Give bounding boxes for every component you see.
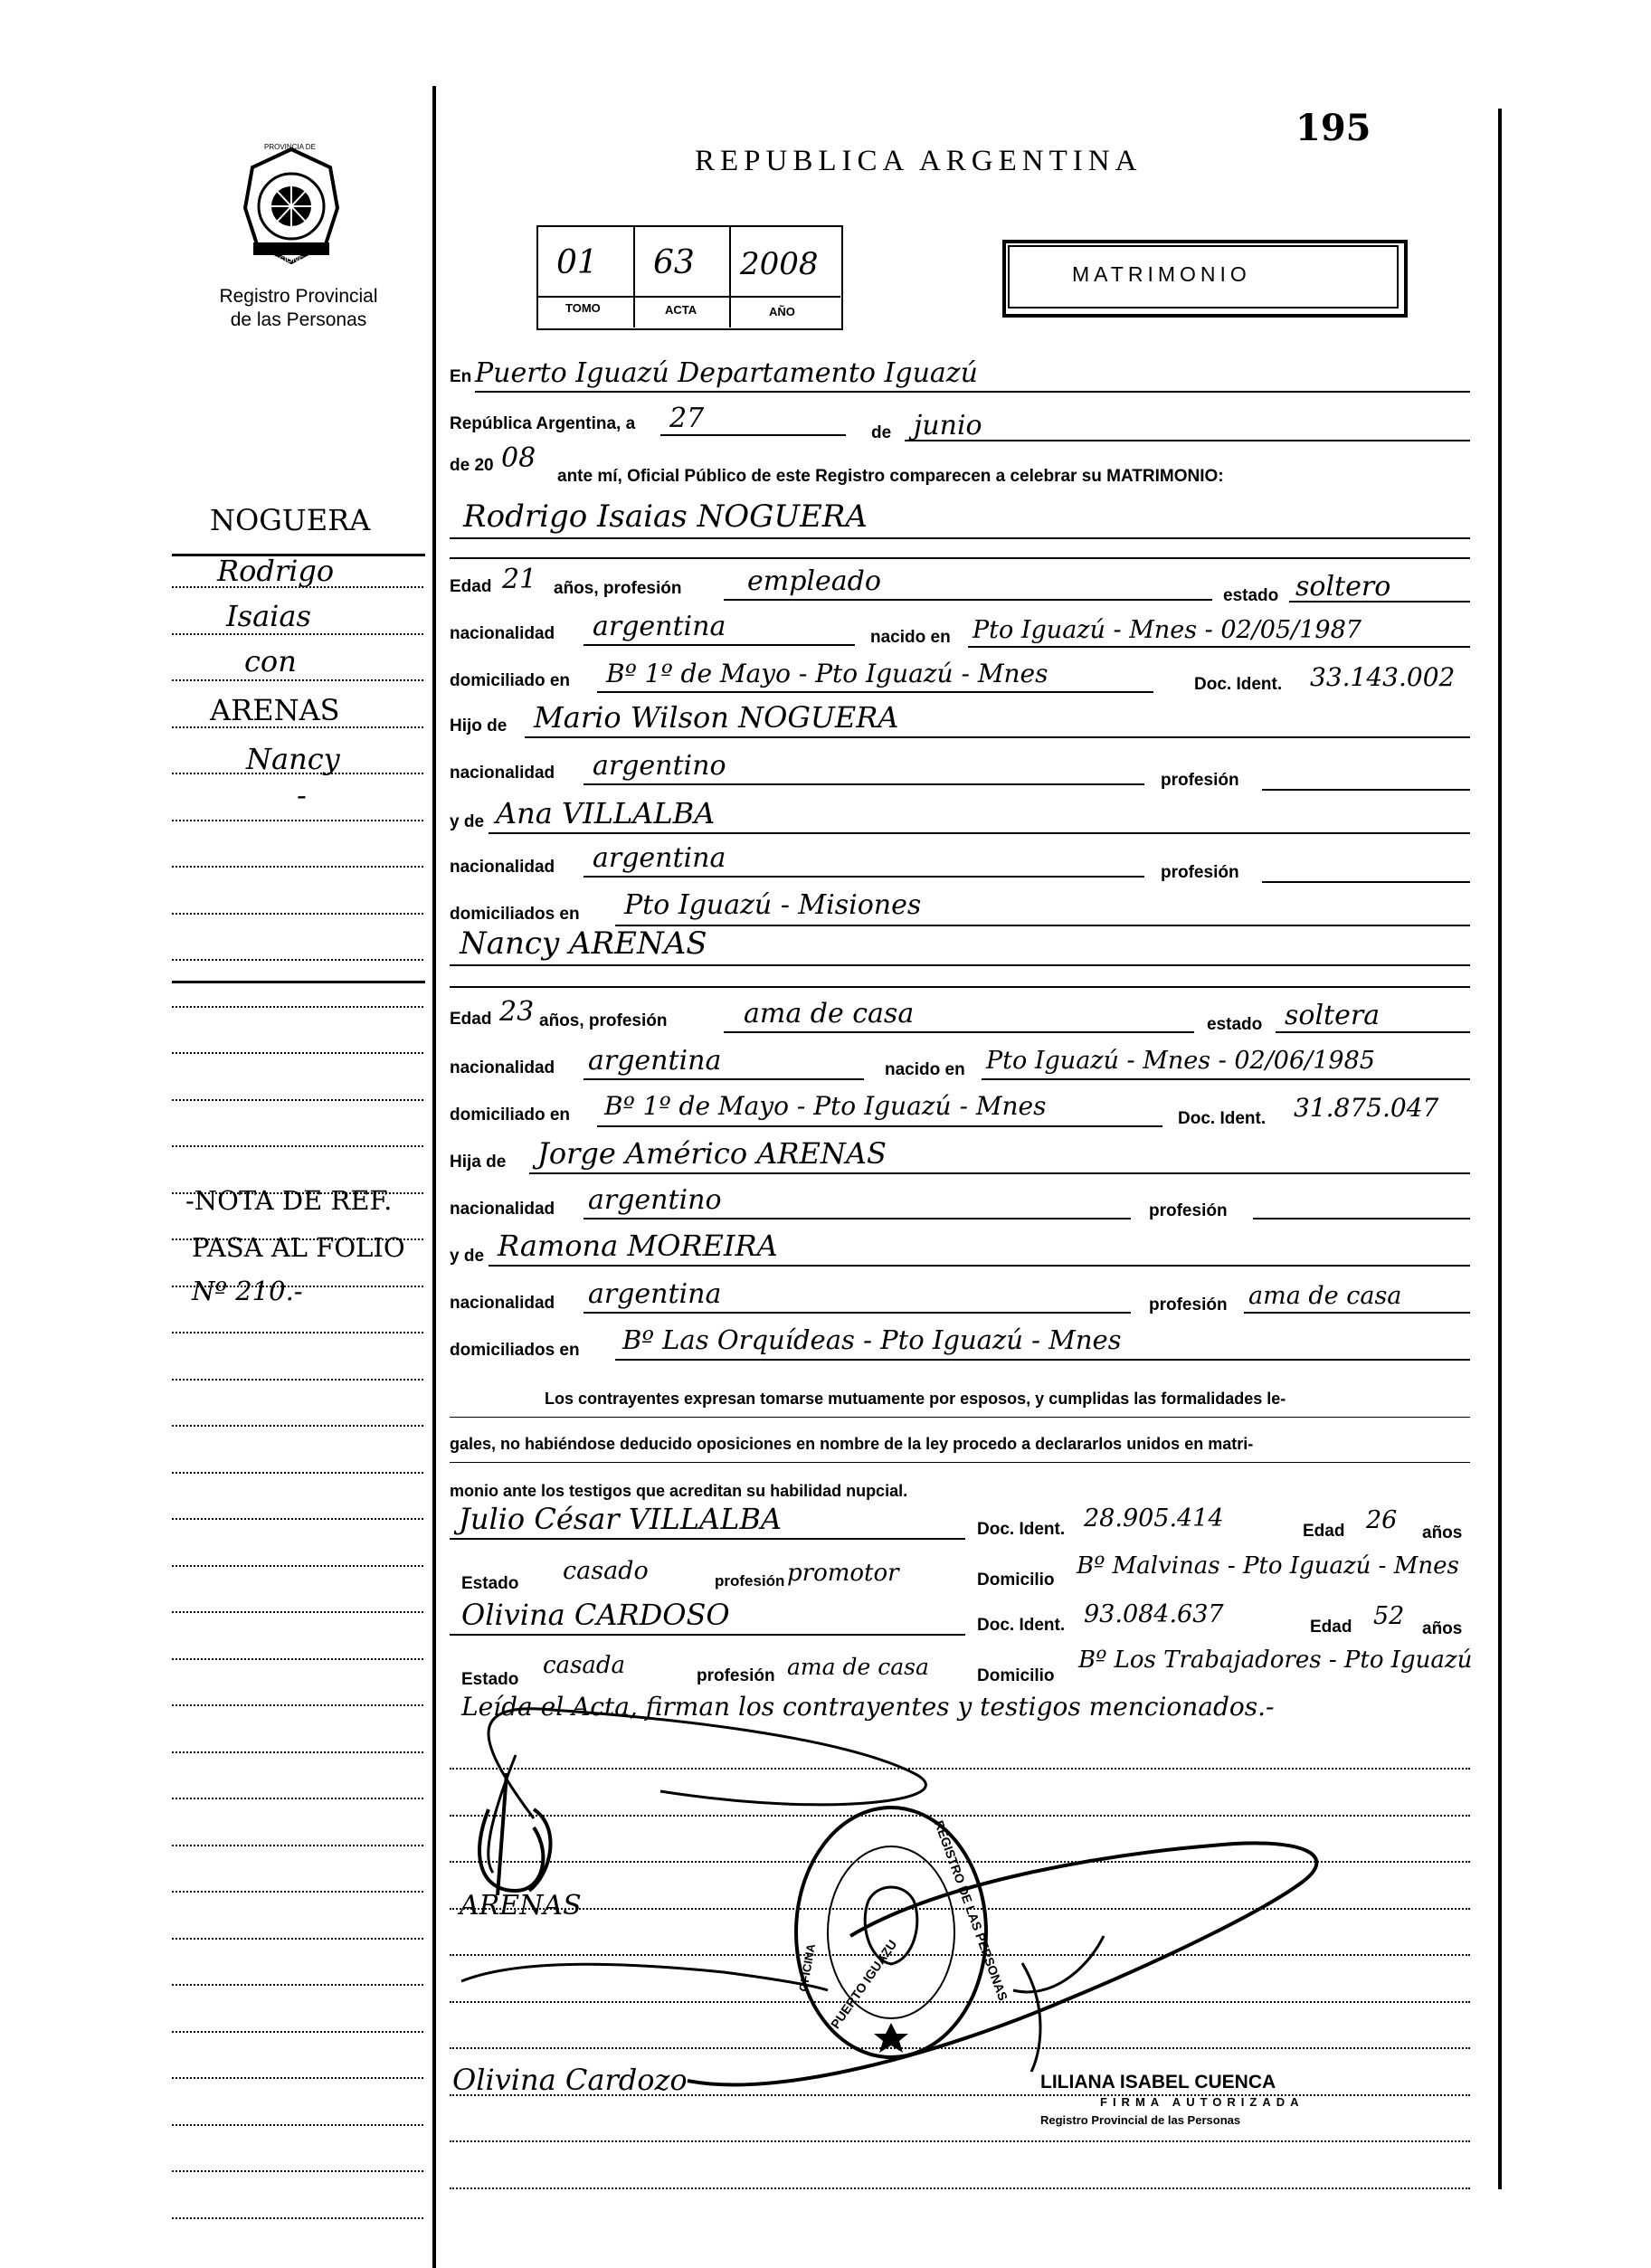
witness1-doc-label: Doc. Ident. xyxy=(977,1520,1066,1539)
bride-nationality: argentina xyxy=(588,1045,722,1077)
official-title: FIRMA AUTORIZADA xyxy=(1100,2095,1305,2109)
seal-text-bottom: MISIONES xyxy=(270,255,310,264)
groom-nationality: argentina xyxy=(593,611,726,642)
ruled-line xyxy=(172,1518,423,1520)
year-suffix: 08 xyxy=(501,442,536,474)
witness2-address: Bº Los Trabajadores - Pto Iguazú xyxy=(1078,1646,1473,1674)
bride-mother-nac: argentina xyxy=(588,1278,722,1310)
groom-age: 21 xyxy=(502,564,537,595)
groom-nac-label: nacionalidad xyxy=(450,624,555,643)
bride-doc-label: Doc. Ident. xyxy=(1178,1109,1267,1128)
bride-mother: Ramona MOREIRA xyxy=(498,1229,778,1263)
ruled-line xyxy=(172,2077,423,2079)
ruled-line xyxy=(172,1611,423,1613)
groom-anos-label: años, profesión xyxy=(554,579,682,598)
acta-value: 63 xyxy=(653,244,695,281)
ruled-line xyxy=(172,1472,423,1474)
witness2-name: Olivina CARDOSO xyxy=(461,1598,730,1632)
groom-estado-label: estado xyxy=(1223,586,1279,605)
bride-parents-address: Bº Las Orquídeas - Pto Iguazú - Mnes xyxy=(622,1324,1122,1355)
ruled-line xyxy=(172,913,423,915)
witness1-profession: promotor xyxy=(787,1560,899,1587)
ruled-line xyxy=(172,1145,423,1147)
witness2-prof-label: profesión xyxy=(697,1666,775,1685)
declaration-line2: gales, no habiéndose deducido oposiciones en nombre de la ley procedo a declararlos unidos en matri- xyxy=(450,1435,1254,1453)
groom-child-label: Hijo de xyxy=(450,716,508,735)
bride-father-nac: argentino xyxy=(588,1184,722,1216)
margin-line-1: NOGUERA xyxy=(210,503,371,537)
folio-number: 195 xyxy=(1295,107,1371,149)
comparecen-text: ante mí, Oficial Público de este Registro comparecen a celebrar su MATRIMONIO: xyxy=(557,467,1224,486)
witness2-doc-label: Doc. Ident. xyxy=(977,1616,1066,1635)
anio-label: AÑO xyxy=(769,305,795,318)
groom-yde-label: y de xyxy=(450,812,485,831)
de-label: de xyxy=(871,423,892,442)
bride-nac-label: nacionalidad xyxy=(450,1058,555,1077)
bride-signature-icon xyxy=(452,1755,579,1900)
official-name: LILIANA ISABEL CUENCA xyxy=(1040,2072,1276,2092)
bride-child-label: Hija de xyxy=(450,1153,507,1172)
ruled-line xyxy=(172,1052,423,1054)
margin-note-2: PASA AL FOLIO xyxy=(192,1232,405,1263)
ruled-line xyxy=(172,633,423,635)
ruled-line xyxy=(450,2187,1470,2189)
registry-name-line1: Registro Provincial xyxy=(219,286,378,307)
bride-estado-label: estado xyxy=(1207,1015,1263,1034)
bride-age: 23 xyxy=(499,996,535,1028)
margin-signature-arenas: ARENAS xyxy=(460,1890,582,1922)
right-border xyxy=(1498,109,1502,2189)
ruled-line xyxy=(172,1704,423,1706)
witness1-edad-label: Edad xyxy=(1303,1522,1345,1541)
month-value: junio xyxy=(914,410,982,441)
stamp-text-bottom: PUERTO IGUAZU xyxy=(828,1937,900,2032)
groom-mother-nac: argentina xyxy=(593,842,726,874)
witness2-status: casada xyxy=(543,1652,626,1679)
margin-signature-olivina: Olivina Cardozo xyxy=(452,2063,688,2097)
ruled-line xyxy=(172,866,423,868)
groom-father-prof-label: profesión xyxy=(1161,771,1239,790)
witness2-estado-label: Estado xyxy=(461,1670,519,1689)
tomo-value: 01 xyxy=(556,244,598,281)
witness2-anos-label: años xyxy=(1422,1619,1463,1638)
bride-dom-label: domiciliado en xyxy=(450,1106,571,1125)
bride-yde-label: y de xyxy=(450,1247,485,1266)
ruled-line xyxy=(172,1798,423,1799)
groom-birth: Pto Iguazú - Mnes - 02/05/1987 xyxy=(973,616,1362,644)
ruled-line xyxy=(172,1379,423,1381)
margin-note-1: -NOTA DE REF. xyxy=(185,1185,393,1216)
groom-father-nac: argentino xyxy=(593,750,726,782)
day-value: 27 xyxy=(669,403,705,434)
groom-doc-label: Doc. Ident. xyxy=(1194,675,1283,694)
ruled-line xyxy=(172,1099,423,1101)
en-label: En xyxy=(450,367,472,386)
bride-birth: Pto Iguazú - Mnes - 02/06/1985 xyxy=(986,1047,1375,1075)
year-prefix: de 20 xyxy=(450,456,494,475)
ruled-line xyxy=(172,679,423,681)
bride-civil-status: soltera xyxy=(1285,1000,1381,1031)
groom-edad-label: Edad xyxy=(450,577,492,596)
bride-nacido-label: nacido en xyxy=(885,1060,965,1079)
margin-line-2: Rodrigo xyxy=(217,554,335,588)
ruled-line xyxy=(172,1845,423,1846)
margin-line-3: Isaias xyxy=(226,599,311,633)
margin-divider xyxy=(432,86,436,2268)
margin-line-4: con xyxy=(244,644,297,679)
bride-father-prof-label: profesión xyxy=(1149,1201,1228,1220)
tomo-label: TOMO xyxy=(565,301,601,315)
ruled-line xyxy=(172,2170,423,2172)
groom-profession: empleado xyxy=(747,565,881,597)
ruled-line xyxy=(172,1425,423,1427)
ruled-line xyxy=(172,1332,423,1333)
witness2-doc-id: 93.084.637 xyxy=(1084,1600,1224,1628)
registry-name-line2: de las Personas xyxy=(230,309,367,330)
groom-civil-status: soltero xyxy=(1295,571,1391,603)
witness1-doc-id: 28.905.414 xyxy=(1084,1504,1224,1533)
bride-doc-id: 31.875.047 xyxy=(1294,1093,1439,1123)
groom-doc-id: 33.143.002 xyxy=(1310,662,1456,692)
groom-father: Mario Wilson NOGUERA xyxy=(534,700,899,735)
ruled-line xyxy=(172,1006,423,1008)
ruled-line xyxy=(172,1565,423,1567)
witness1-age: 26 xyxy=(1366,1506,1398,1534)
groom-mother-prof-label: profesión xyxy=(1161,863,1239,882)
ruled-line xyxy=(172,1891,423,1893)
acta-label: ACTA xyxy=(665,303,697,317)
groom-address: Bº 1º de Mayo - Pto Iguazú - Mnes xyxy=(606,659,1048,688)
groom-mother-nac-label: nacionalidad xyxy=(450,858,555,877)
ruled-line xyxy=(172,959,423,961)
declaration-line3: monio ante los testigos que acreditan su habilidad nupcial. xyxy=(450,1482,908,1500)
ruled-line xyxy=(172,820,423,821)
stamp-text-left: OFICINA xyxy=(796,1942,819,1993)
ruled-line xyxy=(172,1938,423,1940)
witness1-status: casado xyxy=(563,1557,649,1585)
witness1-address: Bº Malvinas - Pto Iguazú - Mnes xyxy=(1077,1552,1459,1580)
country-title: REPUBLICA ARGENTINA xyxy=(695,145,1143,177)
groom-nacido-label: nacido en xyxy=(870,628,951,647)
ruled-line xyxy=(172,1658,423,1660)
ruled-line xyxy=(172,1984,423,1986)
bride-parents-dom-label: domiciliados en xyxy=(450,1341,580,1360)
bride-mother-nac-label: nacionalidad xyxy=(450,1294,555,1313)
bride-anos-label: años, profesión xyxy=(539,1011,668,1030)
place-value: Puerto Iguazú Departamento Iguazú xyxy=(475,357,978,389)
groom-parents-address: Pto Iguazú - Misiones xyxy=(624,889,922,921)
stamp-text-top: REGISTRO DE LAS PERSONAS xyxy=(931,1818,1011,2003)
witness2-edad-label: Edad xyxy=(1310,1618,1352,1637)
bride-full-name: Nancy ARENAS xyxy=(460,925,707,962)
margin-note-3: Nº 210.- xyxy=(192,1276,303,1306)
margin-line-7: - xyxy=(297,778,307,812)
groom-full-name: Rodrigo Isaias NOGUERA xyxy=(463,498,868,535)
margin-line-6: Nancy xyxy=(246,742,340,776)
bride-mother-prof-label: profesión xyxy=(1149,1295,1228,1314)
bride-father-nac-label: nacionalidad xyxy=(450,1200,555,1219)
ruled-line xyxy=(450,2140,1470,2142)
closing-text: Leída el Acta, firman los contrayentes y testigos mencionados.- xyxy=(461,1692,1275,1722)
groom-dom-label: domiciliado en xyxy=(450,671,571,690)
witness1-anos-label: años xyxy=(1422,1523,1463,1542)
bride-address: Bº 1º de Mayo - Pto Iguazú - Mnes xyxy=(604,1091,1047,1121)
groom-parents-dom-label: domiciliados en xyxy=(450,905,580,924)
official-registry: Registro Provincial de las Personas xyxy=(1040,2113,1241,2127)
witness1-prof-label: profesión xyxy=(715,1572,785,1589)
witness2-dom-label: Domicilio xyxy=(977,1666,1055,1685)
provincial-seal-icon xyxy=(240,145,344,267)
witness1-dom-label: Domicilio xyxy=(977,1571,1055,1589)
witness2-profession: ama de casa xyxy=(787,1654,929,1680)
ruled-line xyxy=(172,2217,423,2219)
bride-edad-label: Edad xyxy=(450,1010,492,1029)
witness1-name: Julio César VILLALBA xyxy=(459,1502,782,1536)
groom-mother: Ana VILLALBA xyxy=(496,796,716,830)
declaration-line1: Los contrayentes expresan tomarse mutuamente por esposos, y cumplidas las formalidades le- xyxy=(545,1390,1286,1408)
witness2-age: 52 xyxy=(1373,1602,1405,1630)
ruled-line xyxy=(172,2124,423,2126)
republica-label: República Argentina, a xyxy=(450,414,636,433)
anio-value: 2008 xyxy=(740,246,819,282)
ruled-line xyxy=(172,2031,423,2033)
bride-father: Jorge Américo ARENAS xyxy=(537,1136,887,1171)
official-signature-icon xyxy=(669,1827,1357,2108)
witness1-estado-label: Estado xyxy=(461,1574,519,1593)
doc-type-title: MATRIMONIO xyxy=(1072,262,1251,286)
margin-line-5: ARENAS xyxy=(210,693,340,727)
bride-mother-prof: ama de casa xyxy=(1248,1282,1402,1310)
bride-profession: ama de casa xyxy=(744,998,915,1030)
groom-father-nac-label: nacionalidad xyxy=(450,764,555,783)
ruled-line xyxy=(172,1751,423,1753)
seal-text-top: PROVINCIA DE xyxy=(264,143,316,151)
